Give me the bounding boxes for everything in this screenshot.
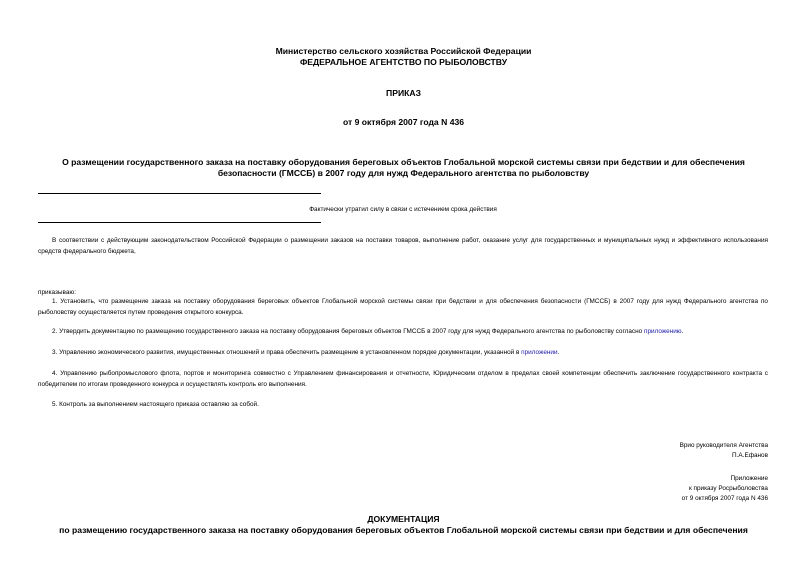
appendix-link-1[interactable]: приложению [643, 328, 682, 335]
item-2-end: . [681, 328, 684, 335]
item-2 [38, 327, 768, 338]
divider-top [38, 193, 321, 194]
item-3-end: . [557, 349, 560, 356]
appendix-date: от 9 октября 2007 года N 436 [681, 495, 768, 502]
item-5: 5. Контроль за выполнением настоящего приказа оставляю за собой. [52, 401, 259, 408]
appendix-link-2[interactable]: приложении [521, 349, 558, 356]
title-line-1: О размещении государственного заказа на поставку оборудования береговых объектов Глобальной морской системы связи при бедствии и для обеспечения [62, 157, 745, 167]
signature-position: Врио руководителя Агентства [679, 442, 768, 449]
ministry-name: Министерство сельского хозяйства Российской Федерации [275, 46, 532, 56]
preamble: В соответствии с действующим законодательством Российской Федерации о размещении заказов на поставки товаров, выполнение работ, оказание услуг для государственных и муниципальных нужд и эффективного использования средств федерального бюджета, [38, 237, 768, 255]
appendix-label: Приложение [730, 475, 768, 482]
divider-bottom [38, 222, 321, 223]
item-1: 1. Установить, что размещение заказа на поставку оборудования береговых объектов Глобальной морской системы связи при бедствии и для обеспечения безопасности (ГМССБ) в 2007 году для нужд Федерального агентства по рыболовству осуществляется путем проведения открытого конкурса. [38, 298, 768, 316]
title-line-2: безопасности (ГМССБ) в 2007 году для нужд Федерального агентства по рыболовству [217, 168, 590, 178]
item-3-text: 3. Управлению экономического развития, имущественных отношений и права обеспечить размещение в установленном порядке документации, указанной в [52, 349, 522, 356]
appendix-heading: ДОКУМЕНТАЦИЯ [367, 514, 440, 524]
agency-name: ФЕДЕРАЛЬНОЕ АГЕНТСТВО ПО РЫБОЛОВСТВУ [299, 57, 508, 67]
appendix-subtitle: по размещению государственного заказа на поставку оборудования береговых объектов Глобальной морской системы связи при бедствии и для обеспечения [59, 525, 748, 535]
order-word: приказываю: [38, 289, 76, 296]
item-4: 4. Управлению рыбопромыслового флота, портов и мониторинга совместно с Управлением финансирования и отчетности, Юридическим отделом в пределах своей компетенции обеспечить заключение государственного контракта с победителем по итогам проведенного конкурса и осуществлять контроль его выполнения. [38, 370, 768, 388]
item-3 [38, 348, 768, 359]
doc-date-number: от 9 октября 2007 года N 436 [342, 117, 465, 127]
appendix-ref: к приказу Росрыболовства [688, 485, 768, 492]
item-2-text: 2. Утвердить документацию по размещению государственного заказа на поставку оборудования береговых объектов ГМССБ в 2007 году для нужд Федерального агентства по рыболовству согласно [52, 328, 644, 335]
status-note: Фактически утратил силу в связи с истечением срока действия [309, 206, 497, 213]
signature-name: П.А.Ефанов [732, 452, 768, 459]
doc-type: ПРИКАЗ [386, 88, 421, 98]
